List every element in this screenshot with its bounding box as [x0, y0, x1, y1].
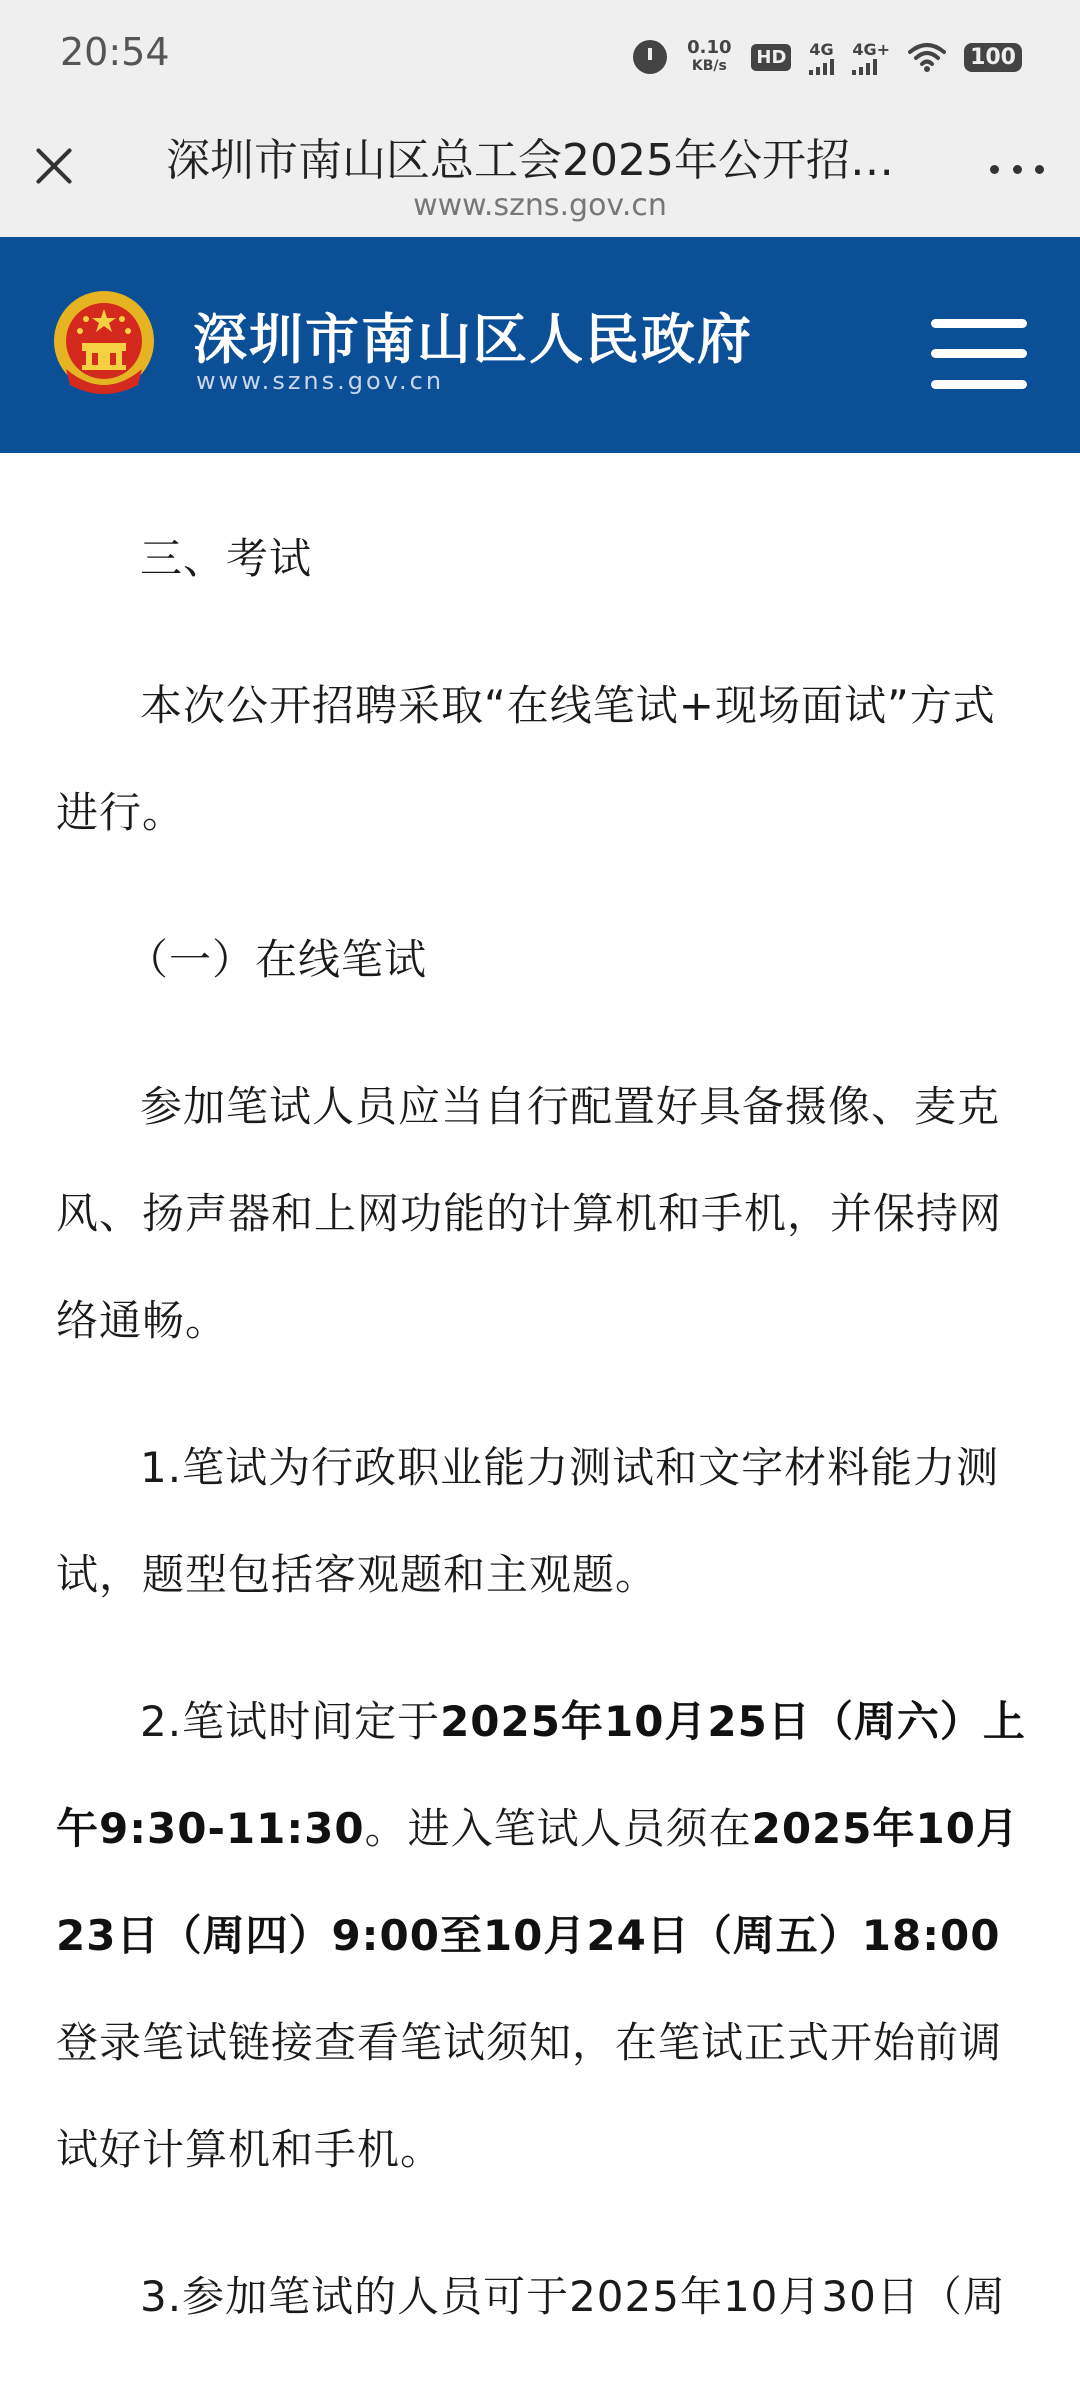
status-icons — [633, 32, 1022, 82]
status-time: 20:54 — [60, 30, 170, 74]
article-paragraph: 1.笔试为行政职业能力测试和文字材料能力测试，题型包括客观题和主观题。 — [56, 1443, 1000, 1599]
close-button[interactable] — [28, 140, 80, 192]
net-speed — [685, 39, 733, 75]
dot-icon — [1035, 165, 1044, 174]
signal-4g-icon — [809, 40, 834, 75]
dot-icon — [990, 165, 999, 174]
article-paragraph: 参加笔试人员应当自行配置好具备摄像、麦克风、扬声器和上网功能的计算机和手机，并保持网络通畅。 — [56, 1082, 1003, 1345]
hd-icon: HD — [751, 44, 791, 71]
subsection-heading: （一）在线笔试 — [126, 935, 428, 984]
menu-hamburger-button[interactable] — [931, 319, 1027, 389]
alarm-icon — [633, 40, 667, 74]
signal-4g-plus-label: 4G+ — [852, 39, 891, 59]
article-paragraph — [56, 1668, 1031, 2203]
status-bar — [0, 0, 1080, 110]
more-options-button[interactable] — [990, 162, 1044, 176]
net-speed-unit: KB/s — [691, 58, 727, 74]
dot-icon — [1013, 165, 1022, 174]
net-speed-value: 0.10 — [687, 37, 732, 58]
page-url: www.szns.gov.cn — [413, 188, 667, 223]
bold-date: 2025年10月23日（周四）9:00至10月24日（周五）18:00 — [56, 1804, 1019, 1960]
national-emblem-icon[interactable] — [52, 289, 156, 397]
site-url: www.szns.gov.cn — [196, 367, 445, 395]
text-run: 2.笔试时间定于 — [140, 1697, 441, 1746]
battery-icon: 100 — [964, 43, 1022, 72]
wifi-icon — [908, 42, 946, 72]
signal-4g-label: 4G — [809, 39, 834, 59]
text-run: 登录笔试链接查看笔试须知，在笔试正式开始前调试好计算机和手机。 — [56, 2018, 1003, 2174]
site-header — [0, 237, 1080, 453]
section-heading: 三、考试 — [140, 534, 313, 583]
signal-4g-plus-icon — [852, 40, 890, 75]
article-content — [56, 453, 1031, 2350]
browser-toolbar — [0, 110, 1080, 237]
text-run: 。进入笔试人员须在 — [364, 1804, 752, 1853]
page-title: 深圳市南山区总工会2025年公开招… — [166, 135, 894, 186]
site-name: 深圳市南山区人民政府 — [193, 307, 753, 371]
article-paragraph: 本次公开招聘采取“在线笔试+现场面试”方式进行。 — [56, 681, 996, 837]
bold-date: 2025年10月25日（周六）上午9:30-11:30 — [56, 1697, 1026, 1853]
article-paragraph: 3.参加笔试的人员可于2025年10月30日（周 — [140, 2272, 1006, 2321]
